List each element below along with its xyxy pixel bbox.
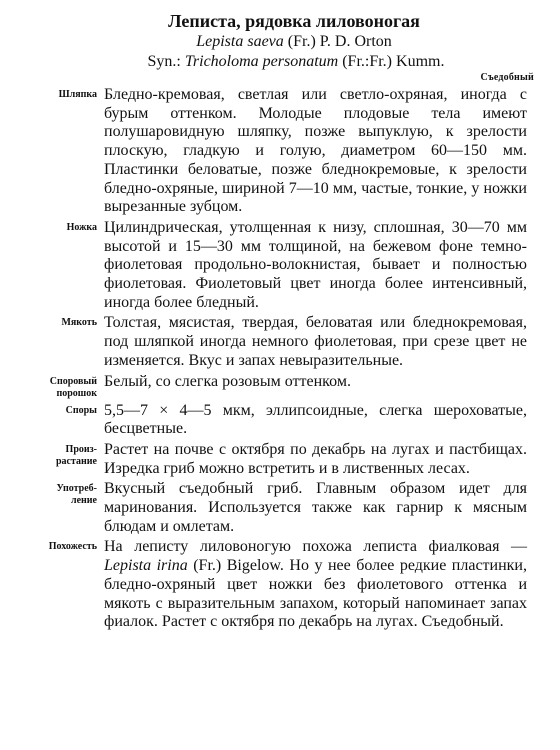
latin-name-line (0, 32, 560, 52)
entry-stem (0, 219, 560, 313)
label-flesh: Мякоть (61, 317, 97, 329)
similar-species-name: Lepista irina (104, 557, 188, 575)
entry-cap (0, 86, 560, 217)
similarity-text-after: (Fr.) Bigelow. Но у нее более редкие пластинки, бледно-охряный цвет ножки без фиолетового оттенка и мякоть с выразительным запахом, который напоминает запах фиалок. Растет с октября по декабрь на лугах. Съедобный. (104, 557, 527, 631)
entry-growth (0, 441, 560, 478)
label-usage-line2: ление (70, 495, 97, 507)
label-stem: Ножка (66, 221, 97, 233)
label-growth (0, 441, 104, 468)
edibility-badge: Съедобный (480, 72, 534, 83)
label-growth-line2: растание (56, 455, 97, 467)
page-title: Леписта, рядовка лиловоногая (168, 11, 420, 31)
description-entries (0, 86, 560, 634)
text-usage: Вкусный съедобный гриб. Главным образом идет для маринования. Используется также как гарнир к мясным блюдам и омлетам. (104, 480, 527, 535)
entry-usage (0, 480, 560, 536)
label-usage-line1: Употреб- (56, 483, 97, 495)
synonym-author: (Fr.:Fr.) Kumm. (342, 53, 445, 70)
entry-similarity (0, 538, 560, 632)
text-stem: Цилиндрическая, утолщенная к низу, сплошная, 30—70 мм высотой и 15—30 мм толщиной, на бежевом фоне темно-фиолетовая продольно-волокнистая, бывает и полностью фиолетовая. Фиолетовый цвет иногда более интенсивный, иногда более бледный. (104, 218, 527, 311)
label-spore-powder-line1: Споровый (49, 375, 97, 387)
synonym-prefix: Syn.: (147, 53, 185, 70)
label-usage (0, 480, 104, 507)
text-cap: Бледно-кремовая, светлая или светло-охряная, иногда с бурым оттенком. Молодые плодовые тела имеют полушаровидную шляпку, позже выпуклую, к зрелости плоскую, гладкую и голую, диаметром 60—150 мм. Пластинки беловатые, позже бледнокремовые, к зрелости бледно-охряные, шириной 7—10 мм, частые, тонкие, у ножки вырезанные зубцом. (104, 86, 527, 216)
synonym-name: Tricholoma personatum (184, 53, 339, 70)
text-similarity (104, 538, 527, 632)
species-header (0, 10, 560, 72)
text-flesh: Толстая, мясистая, твердая, беловатая или бледнокремовая, под шляпкой иногда немного фиолетовая, при срезе цвет не изменяется. Вкус и запах невыразительные. (104, 314, 527, 369)
label-similarity: Похожесть (48, 541, 97, 553)
latin-author: (Fr.) P. D. Orton (287, 33, 392, 50)
text-growth: Растет на почве с октября по декабрь на лугах и пастбищах. Изредка гриб можно встретить и в лиственных лесах. (104, 440, 527, 477)
label-growth-line1: Произ- (65, 443, 97, 455)
label-spores: Споры (65, 404, 97, 416)
text-spores: 5,5—7 × 4—5 мкм, эллипсоидные, слегка шероховатые, бесцветные. (104, 401, 527, 438)
synonym-line (0, 52, 560, 72)
entry-flesh (0, 314, 560, 370)
label-spore-powder-line2: порошок (56, 387, 97, 399)
similarity-text-before: На леписту лиловоногую похожа леписта фиалковая — (104, 538, 527, 556)
label-cap: Шляпка (58, 89, 97, 100)
label-spore-powder (0, 373, 104, 400)
latin-name: Lepista saeva (196, 33, 284, 50)
entry-spore-powder (0, 373, 560, 400)
text-spore-powder: Белый, со слегка розовым оттенком. (104, 372, 351, 390)
entry-spores (0, 402, 560, 439)
